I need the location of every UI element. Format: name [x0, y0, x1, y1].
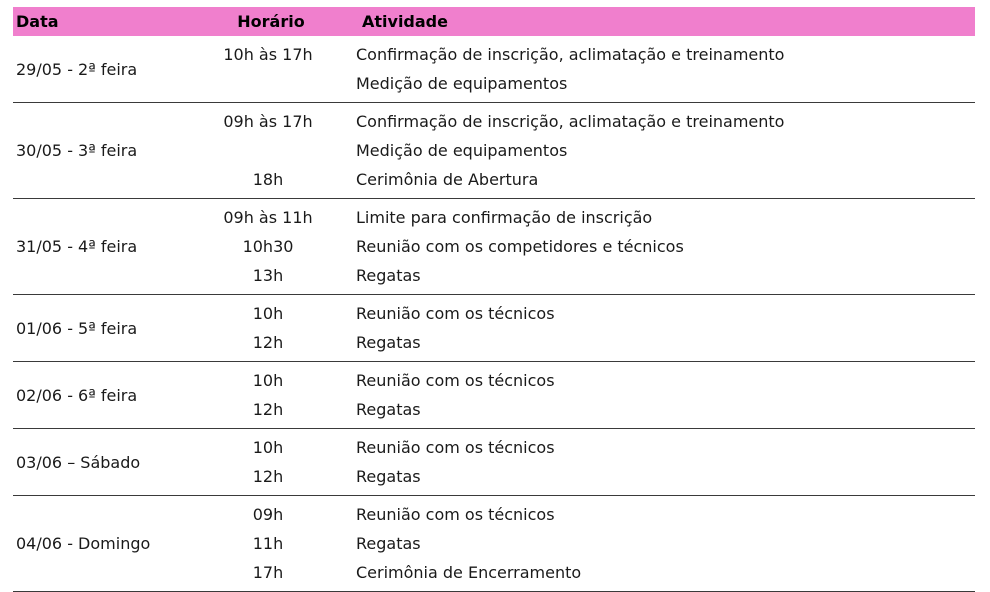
table-row-group — [13, 199, 975, 295]
row-lines — [183, 107, 975, 194]
row-activity: Confirmação de inscrição, aclimatação e treinamento — [356, 112, 785, 131]
row-activity: Regatas — [356, 400, 421, 419]
row-activity: Regatas — [356, 467, 421, 486]
row-time: 11h — [252, 534, 284, 553]
table-header — [13, 7, 975, 36]
header-date: Data — [16, 12, 59, 31]
row-lines — [183, 203, 975, 290]
row-activity: Cerimônia de Abertura — [356, 170, 539, 189]
table-row — [183, 69, 975, 98]
row-time: 09h — [252, 505, 284, 524]
table-row-group — [13, 36, 975, 103]
row-time: 09h às 17h — [223, 112, 313, 131]
header-time: Horário — [237, 12, 305, 31]
table-row — [183, 136, 975, 165]
row-time: 10h — [252, 371, 284, 390]
row-time: 13h — [252, 266, 284, 285]
row-time: 12h — [252, 333, 284, 352]
row-activity: Reunião com os técnicos — [356, 371, 555, 390]
row-date: 04/06 - Domingo — [16, 534, 151, 553]
table-row — [183, 500, 975, 529]
row-date: 01/06 - 5ª feira — [16, 318, 138, 338]
table-row — [183, 107, 975, 136]
row-lines — [183, 40, 975, 98]
row-activity: Reunião com os competidores e técnicos — [356, 237, 684, 256]
row-lines — [183, 433, 975, 491]
row-activity: Medição de equipamentos — [356, 141, 568, 160]
table-row — [183, 558, 975, 587]
table-row — [183, 165, 975, 194]
table-row — [183, 328, 975, 357]
row-date: 03/06 – Sábado — [16, 452, 141, 472]
table-row-group — [13, 362, 975, 429]
row-time: 10h30 — [242, 237, 294, 256]
row-date: 02/06 - 6ª feira — [16, 385, 138, 405]
row-time: 10h às 17h — [223, 45, 313, 64]
table-row — [183, 40, 975, 69]
table-row — [183, 299, 975, 328]
row-lines — [183, 299, 975, 357]
table-row — [183, 232, 975, 261]
table-row — [183, 462, 975, 491]
table-row-group — [13, 295, 975, 362]
row-activity: Limite para confirmação de inscrição — [356, 208, 653, 227]
row-time: 09h às 11h — [223, 208, 313, 227]
row-activity: Reunião com os técnicos — [356, 304, 555, 323]
table-row-group — [13, 496, 975, 592]
table-row-group — [13, 103, 975, 199]
row-activity: Regatas — [356, 266, 421, 285]
row-time: 10h — [252, 304, 284, 323]
header-activity: Atividade — [362, 12, 448, 31]
row-time: 17h — [252, 563, 284, 582]
table-row — [183, 366, 975, 395]
row-activity: Confirmação de inscrição, aclimatação e treinamento — [356, 45, 785, 64]
row-date: 29/05 - 2ª feira — [16, 59, 138, 79]
table-row — [183, 203, 975, 232]
row-lines — [183, 500, 975, 587]
row-time: 18h — [252, 170, 284, 189]
table-row — [183, 433, 975, 462]
table-body — [13, 36, 975, 592]
row-activity: Medição de equipamentos — [356, 74, 568, 93]
row-date: 31/05 - 4ª feira — [16, 237, 138, 256]
row-date: 30/05 - 3ª feira — [16, 141, 138, 160]
schedule-table — [13, 7, 975, 592]
table-row — [183, 395, 975, 424]
row-time: 12h — [252, 400, 284, 419]
row-activity: Cerimônia de Encerramento — [356, 563, 582, 582]
row-time: 10h — [252, 438, 284, 457]
row-activity: Reunião com os técnicos — [356, 438, 555, 457]
row-activity: Regatas — [356, 534, 421, 553]
row-activity: Reunião com os técnicos — [356, 505, 555, 524]
table-row — [183, 529, 975, 558]
row-activity: Regatas — [356, 333, 421, 352]
table-row-group — [13, 429, 975, 496]
row-time: 12h — [252, 467, 284, 486]
table-row — [183, 261, 975, 290]
row-lines — [183, 366, 975, 424]
